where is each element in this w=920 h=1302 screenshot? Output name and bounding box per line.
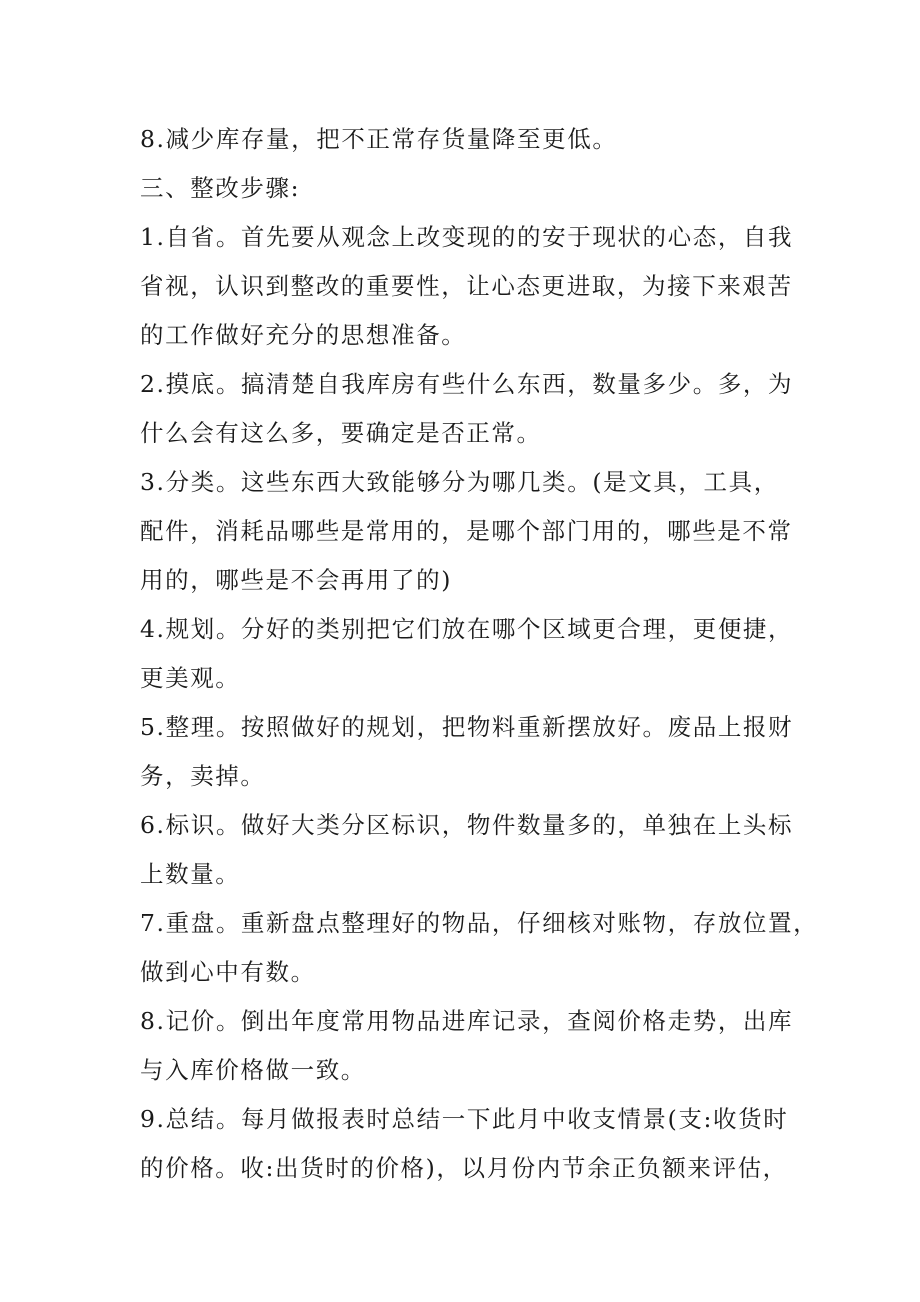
text-line: 上数量。 (140, 860, 241, 888)
text-line: 务，卖掉。 (140, 762, 266, 790)
text-line: 更美观。 (140, 664, 241, 692)
text-line: 用的，哪些是不会再用了的) (140, 566, 452, 594)
text-line: 4.规划。分好的类别把它们放在哪个区域更合理，更便捷， (140, 615, 794, 643)
text-line: 8.记价。倒出年度常用物品进库记录，查阅价格走势，出库 (140, 1007, 794, 1035)
text-line: 省视，认识到整改的重要性，让心态更进取，为接下来艰苦 (140, 272, 793, 300)
text-line: 的价格。收:出货时的价格)，以月份内节余正负额来评估， (140, 1154, 788, 1182)
text-line: 5.整理。按照做好的规划，把物料重新摆放好。废品上报财 (140, 713, 794, 741)
text-line: 7.重盘。重新盘点整理好的物品，仔细核对账物，存放位置， (140, 909, 819, 937)
text-line: 什么会有这么多，要确定是否正常。 (140, 419, 542, 447)
section-heading: 三、整改步骤: (140, 174, 301, 202)
document-body (140, 115, 819, 1193)
text-line: 的工作做好充分的思想准备。 (140, 321, 467, 349)
text-line: 与入库价格做一致。 (140, 1056, 366, 1084)
text-line: 6.标识。做好大类分区标识，物件数量多的，单独在上头标 (140, 811, 794, 839)
text-line: 9.总结。每月做报表时总结一下此月中收支情景(支:收货时 (140, 1105, 789, 1133)
text-line: 配件，消耗品哪些是常用的，是哪个部门用的，哪些是不常 (140, 517, 793, 545)
text-line: 2.摸底。搞清楚自我库房有些什么东西，数量多少。多，为 (140, 370, 794, 398)
text-line: 3.分类。这些东西大致能够分为哪几类。(是文具，工具， (140, 468, 779, 496)
text-line: 做到心中有数。 (140, 958, 316, 986)
text-line: 1.自省。首先要从观念上改变现的的安于现状的心态，自我 (140, 223, 794, 251)
text-line: 8.减少库存量，把不正常存货量降至更低。 (140, 125, 618, 153)
